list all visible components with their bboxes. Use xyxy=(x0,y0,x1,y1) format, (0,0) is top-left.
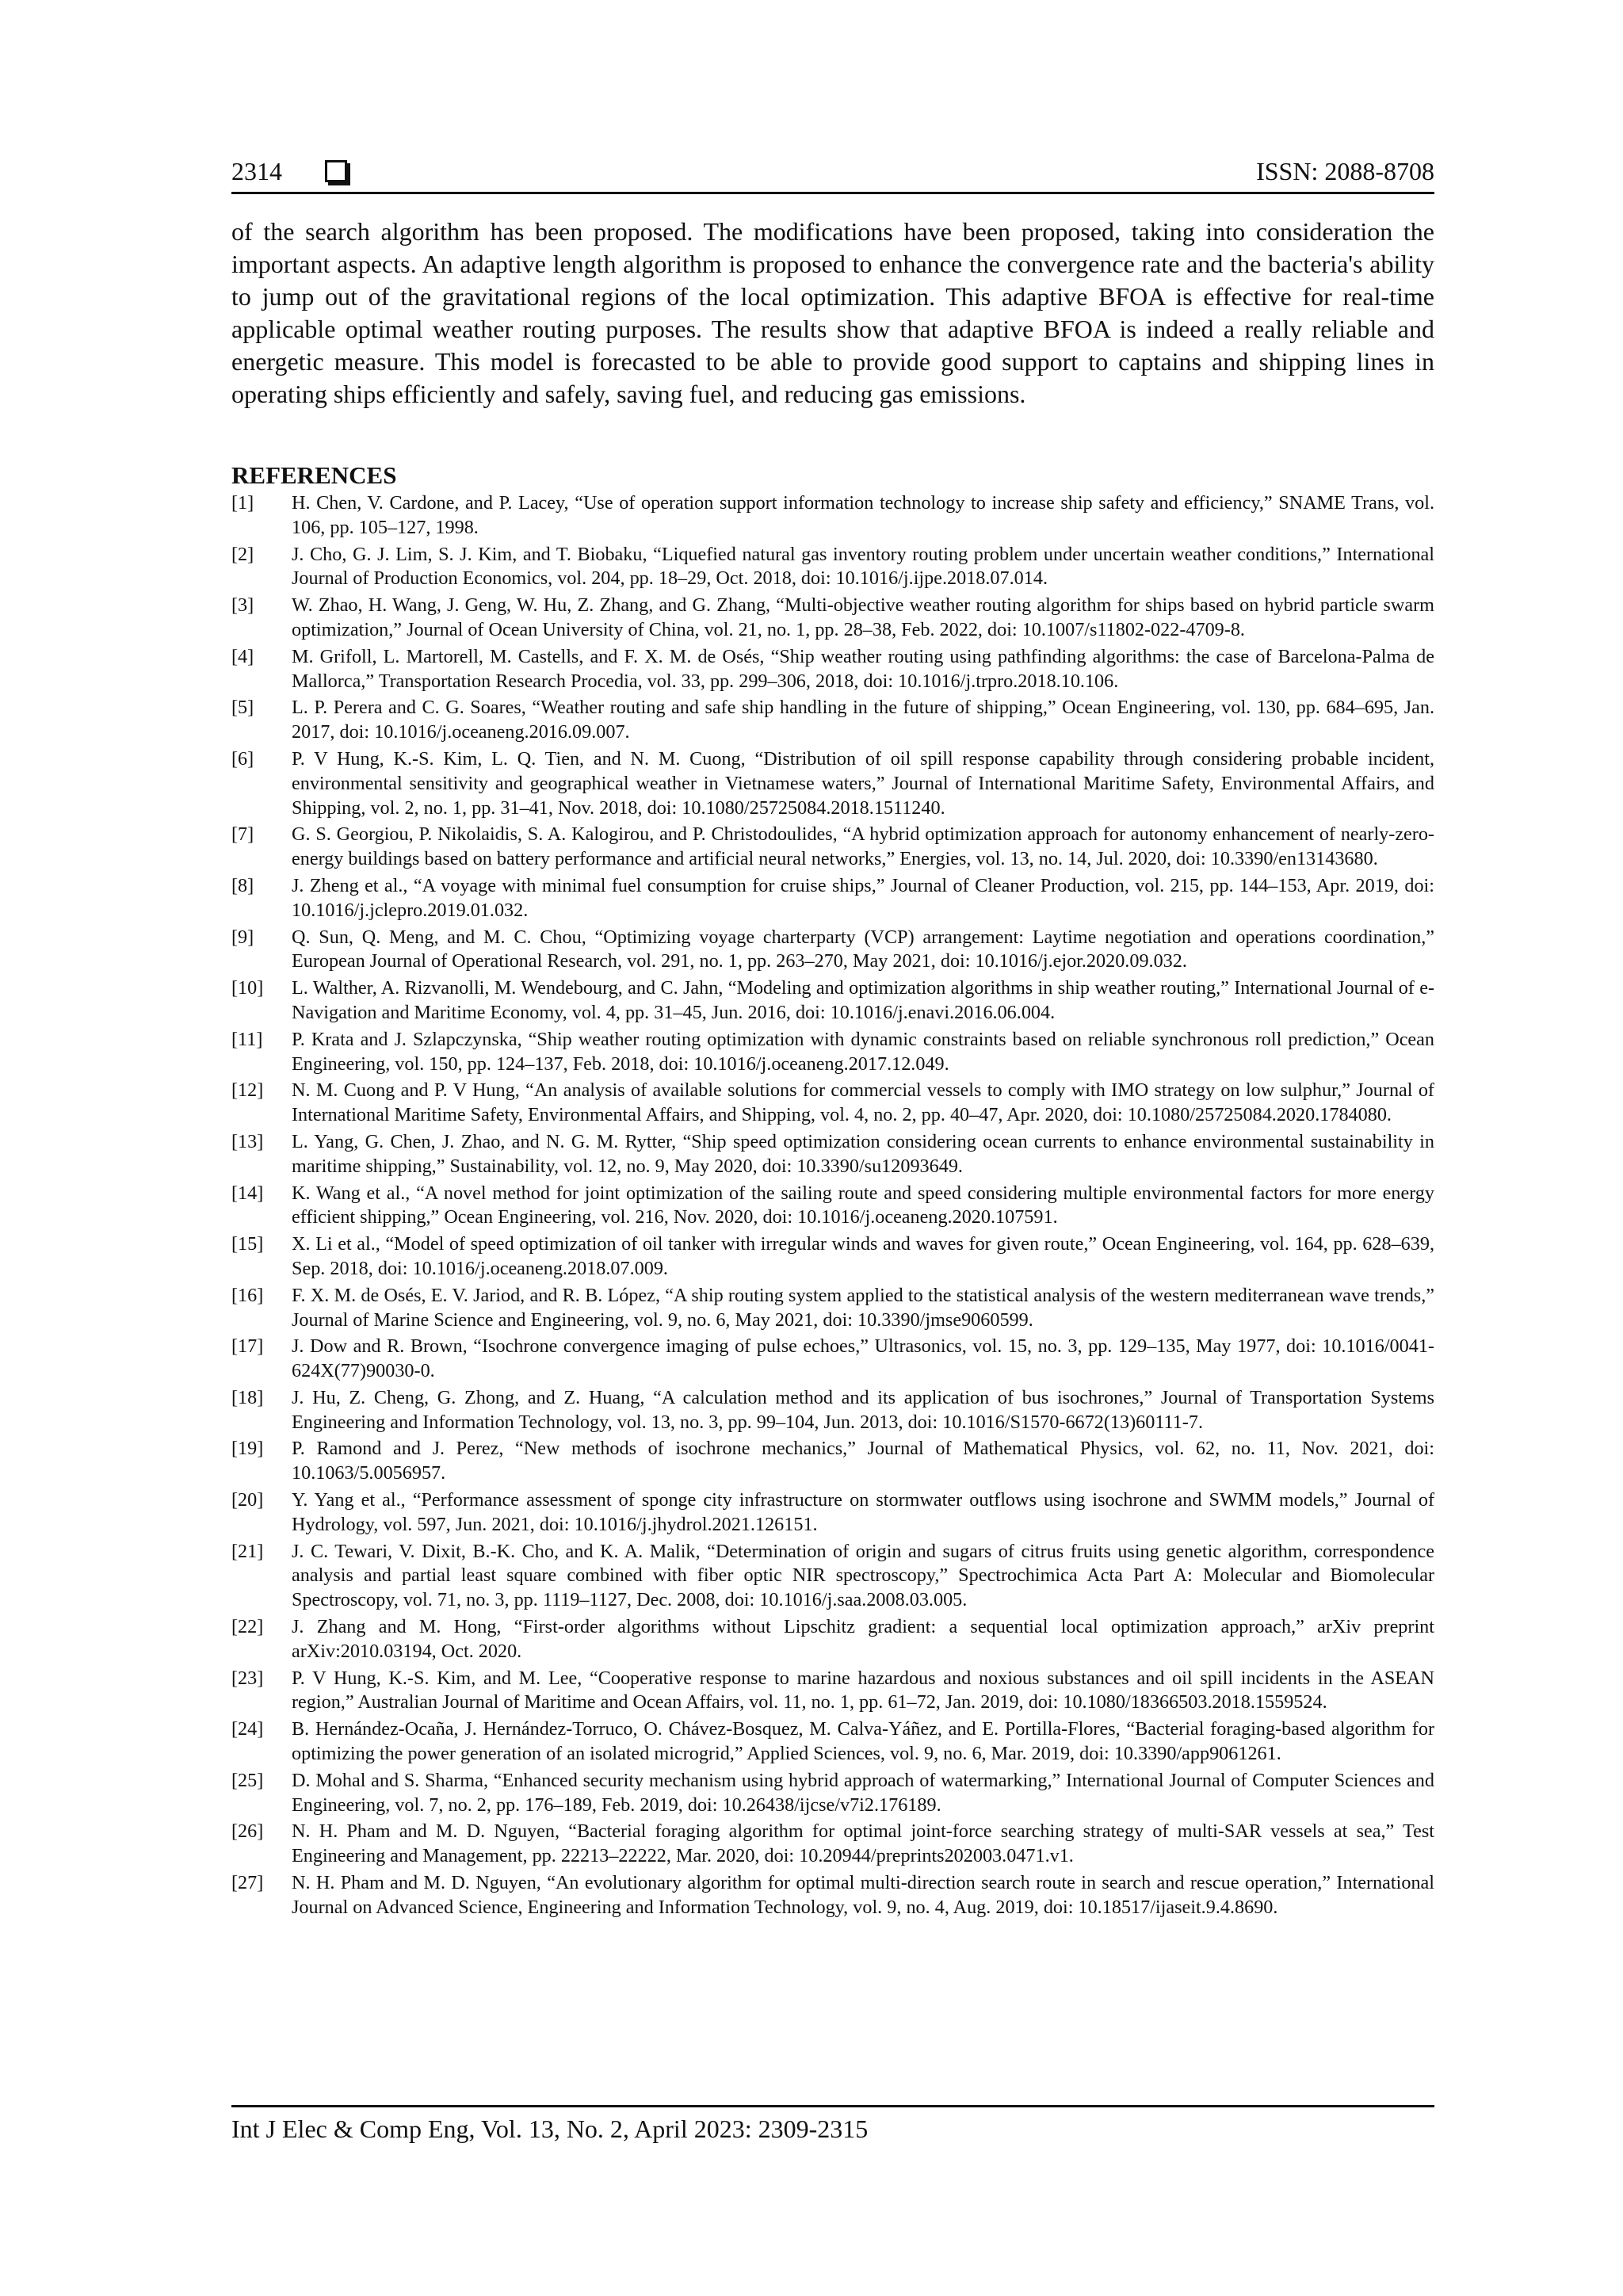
reference-item xyxy=(231,1769,1434,1818)
reference-number: [12] xyxy=(231,1079,264,1102)
reference-text: P. Krata and J. Szlapczynska, “Ship weather routing optimization with dynamic constraints based on reliable synchronous roll prediction,” Ocean Engineering, vol. 150, pp. 124–137, Feb. 2018, doi: 10.1016/j.oceaneng.2017.12.049. xyxy=(292,1028,1434,1075)
reference-text: N. H. Pham and M. D. Nguyen, “Bacterial foraging algorithm for optimal joint-force searching strategy of multi-SAR vessels at sea,” Test Engineering and Management, pp. 22213–22222, Mar. 2020, doi: 10.20944/preprints202003.0471.v1. xyxy=(292,1820,1434,1867)
reference-number: [21] xyxy=(231,1540,264,1562)
reference-item xyxy=(231,696,1434,745)
page-number: 2314 xyxy=(231,157,282,185)
reference-text: J. Hu, Z. Cheng, G. Zhong, and Z. Huang, “A calculation method and its application of bus isochrones,” Journal of Transportation Systems Engineering and Information Technology, vol. 13, no. 3, pp. 99–104, Jun. 2013, doi: 10.1016/S1570-6672(13)60111-7. xyxy=(292,1386,1434,1433)
reference-number: [14] xyxy=(231,1182,264,1204)
reference-text: B. Hernández-Ocaña, J. Hernández-Torruco, O. Chávez-Bosquez, M. Calva-Yáñez, and E. Portilla-Flores, “Bacterial foraging-based algorithm for optimizing the power generation of an isolated microgrid,” Applied Sciences, vol. 9, no. 6, Mar. 2019, doi: 10.3390/app9061261. xyxy=(292,1718,1434,1765)
reference-number: [13] xyxy=(231,1130,264,1152)
reference-item xyxy=(231,594,1434,643)
reference-text: X. Li et al., “Model of speed optimization of oil tanker with irregular winds and waves for given route,” Ocean Engineering, vol. 164, pp. 628–639, Sep. 2018, doi: 10.1016/j.oceaneng.2018.07.009. xyxy=(292,1233,1434,1279)
reference-text: Q. Sun, Q. Meng, and M. C. Chou, “Optimizing voyage charterparty (VCP) arrangement: Laytime negotiation and operations coordination,” European Journal of Operational Research, vol. 291, no. 1, pp. 263–270, May 2021, doi: 10.1016/j.ejor.2020.09.032. xyxy=(292,926,1434,972)
reference-item xyxy=(231,1820,1434,1869)
square-bullet-icon xyxy=(325,160,347,182)
reference-number: [23] xyxy=(231,1667,264,1689)
journal-issn: ISSN: 2088-8708 xyxy=(1256,157,1434,185)
reference-item xyxy=(231,1335,1434,1384)
conclusion-paragraph: of the search algorithm has been proposed. The modifications have been proposed, taking into consideration the important aspects. An adaptive length algorithm is proposed to enhance the convergence rate and the bacteria's ability to jump out of the gravitational regions of the local optimization. This adaptive BFOA is effective for real-time applicable optimal weather routing purposes. The results show that adaptive BFOA is indeed a really reliable and energetic measure. This model is forecasted to be able to provide good support to captains and shipping lines in operating ships efficiently and safely, saving fuel, and reducing gas emissions. xyxy=(231,217,1434,408)
reference-item xyxy=(231,1079,1434,1128)
reference-number: [11] xyxy=(231,1028,263,1050)
reference-number: [15] xyxy=(231,1233,264,1255)
reference-item xyxy=(231,1667,1434,1716)
reference-item xyxy=(231,747,1434,820)
reference-text: J. Dow and R. Brown, “Isochrone convergence imaging of pulse echoes,” Ultrasonics, vol. 15, no. 3, pp. 129–135, May 1977, doi: 10.1016/0041-624X(77)90030-0. xyxy=(292,1335,1434,1382)
references-heading: REFERENCES xyxy=(231,461,397,489)
reference-item xyxy=(231,1615,1434,1664)
reference-text: D. Mohal and S. Sharma, “Enhanced security mechanism using hybrid approach of watermarking,” International Journal of Computer Sciences and Engineering, vol. 7, no. 2, pp. 176–189, Feb. 2019, doi: 10.26438/ijcse/v7i2.176189. xyxy=(292,1769,1434,1816)
reference-number: [3] xyxy=(231,594,254,617)
reference-item xyxy=(231,1717,1434,1767)
reference-text: P. Ramond and J. Perez, “New methods of isochrone mechanics,” Journal of Mathematical Physics, vol. 62, no. 11, Nov. 2021, doi: 10.1063/5.0056957. xyxy=(292,1438,1434,1484)
reference-item xyxy=(231,1232,1434,1282)
reference-number: [27] xyxy=(231,1872,264,1894)
reference-item xyxy=(231,874,1434,923)
reference-number: [5] xyxy=(231,697,254,719)
footer-citation: Int J Elec & Comp Eng, Vol. 13, No. 2, April 2023: 2309-2315 xyxy=(231,2115,869,2143)
reference-number: [18] xyxy=(231,1386,264,1408)
reference-text: J. Cho, G. J. Lim, S. J. Kim, and T. Biobaku, “Liquefied natural gas inventory routing problem under uncertain weather conditions,” International Journal of Production Economics, vol. 204, pp. 18–29, Oct. 2018, doi: 10.1016/j.ijpe.2018.07.014. xyxy=(292,543,1434,590)
reference-number: [19] xyxy=(231,1438,264,1460)
page-footer xyxy=(231,2105,1434,2145)
reference-number: [20] xyxy=(231,1489,264,1511)
reference-number: [10] xyxy=(231,977,264,999)
reference-number: [22] xyxy=(231,1616,264,1638)
reference-item xyxy=(231,926,1434,975)
reference-item xyxy=(231,491,1434,541)
reference-item xyxy=(231,1130,1434,1179)
reference-item xyxy=(231,1437,1434,1486)
reference-number: [8] xyxy=(231,874,254,896)
reference-item xyxy=(231,1386,1434,1435)
reference-text: N. M. Cuong and P. V Hung, “An analysis of available solutions for commercial vessels to comply with IMO strategy on low sulphur,” Journal of International Maritime Safety, Environmental Affairs, and Shipping, vol. 4, no. 2, pp. 40–47, Apr. 2020, doi: 10.1080/25725084.2020.1784080. xyxy=(292,1079,1434,1126)
reference-text: N. H. Pham and M. D. Nguyen, “An evolutionary algorithm for optimal multi-direction search route in search and rescue operation,” International Journal on Advanced Science, Engineering and Information Technology, vol. 9, no. 4, Aug. 2019, doi: 10.18517/ijaseit.9.4.8690. xyxy=(292,1872,1434,1918)
reference-item xyxy=(231,645,1434,694)
reference-item xyxy=(231,1871,1434,1920)
reference-item xyxy=(231,1028,1434,1077)
reference-text: H. Chen, V. Cardone, and P. Lacey, “Use of operation support information technology to increase ship safety and efficiency,” SNAME Trans, vol. 106, pp. 105–127, 1998. xyxy=(292,492,1434,538)
reference-number: [16] xyxy=(231,1284,264,1306)
page-header xyxy=(231,155,1434,194)
reference-number: [2] xyxy=(231,543,254,565)
reference-text: G. S. Georgiou, P. Nikolaidis, S. A. Kalogirou, and P. Christodoulides, “A hybrid optimization approach for autonomy enhancement of nearly-zero-energy buildings based on battery performance and artificial neural networks,” Energies, vol. 13, no. 14, Jul. 2020, doi: 10.3390/en13143680. xyxy=(292,823,1434,870)
reference-number: [25] xyxy=(231,1769,264,1791)
reference-text: W. Zhao, H. Wang, J. Geng, W. Hu, Z. Zhang, and G. Zhang, “Multi-objective weather routing algorithm for ships based on hybrid particle swarm optimization,” Journal of Ocean University of China, vol. 21, no. 1, pp. 28–38, Feb. 2022, doi: 10.1007/s11802-022-4709-8. xyxy=(292,594,1434,640)
reference-item xyxy=(231,823,1434,872)
reference-text: L. P. Perera and C. G. Soares, “Weather routing and safe ship handling in the future of shipping,” Ocean Engineering, vol. 130, pp. 684–695, Jan. 2017, doi: 10.1016/j.oceaneng.2016.09.007. xyxy=(292,697,1434,743)
reference-number: [17] xyxy=(231,1335,264,1358)
reference-number: [9] xyxy=(231,926,254,948)
reference-text: P. V Hung, K.-S. Kim, and M. Lee, “Cooperative response to marine hazardous and noxious substances and oil spill incidents in the ASEAN region,” Australian Journal of Maritime and Ocean Affairs, vol. 11, no. 1, pp. 61–72, Jan. 2019, doi: 10.1080/18366503.2018.1559524. xyxy=(292,1667,1434,1713)
reference-text: J. Zhang and M. Hong, “First-order algorithms without Lipschitz gradient: a sequential local optimization approach,” arXiv preprint arXiv:2010.03194, Oct. 2020. xyxy=(292,1616,1434,1662)
reference-text: L. Yang, G. Chen, J. Zhao, and N. G. M. Rytter, “Ship speed optimization considering ocean currents to enhance environmental sustainability in maritime shipping,” Sustainability, vol. 12, no. 9, May 2020, doi: 10.3390/su12093649. xyxy=(292,1130,1434,1177)
references-list xyxy=(231,491,1434,1923)
reference-item xyxy=(231,1182,1434,1231)
reference-text: L. Walther, A. Rizvanolli, M. Wendebourg, and C. Jahn, “Modeling and optimization algorithms in ship weather routing,” International Journal of e-Navigation and Maritime Economy, vol. 4, pp. 31–45, Jun. 2016, doi: 10.1016/j.enavi.2016.06.004. xyxy=(292,977,1434,1023)
reference-item xyxy=(231,1488,1434,1538)
reference-item xyxy=(231,1540,1434,1613)
reference-text: F. X. M. de Osés, E. V. Jariod, and R. B. López, “A ship routing system applied to the statistical analysis of the western mediterranean wave trends,” Journal of Marine Science and Engineering, vol. 9, no. 6, May 2021, doi: 10.3390/jmse9060599. xyxy=(292,1284,1434,1331)
reference-item xyxy=(231,976,1434,1026)
reference-item xyxy=(231,1284,1434,1333)
reference-text: K. Wang et al., “A novel method for joint optimization of the sailing route and speed considering multiple environmental factors for more energy efficient shipping,” Ocean Engineering, vol. 216, Nov. 2020, doi: 10.1016/j.oceaneng.2020.107591. xyxy=(292,1182,1434,1228)
reference-text: Y. Yang et al., “Performance assessment of sponge city infrastructure on stormwater outflows using isochrone and SWMM models,” Journal of Hydrology, vol. 597, Jun. 2021, doi: 10.1016/j.jhydrol.2021.126151. xyxy=(292,1489,1434,1535)
reference-number: [24] xyxy=(231,1718,264,1740)
reference-number: [26] xyxy=(231,1820,264,1843)
reference-text: J. C. Tewari, V. Dixit, B.-K. Cho, and K. A. Malik, “Determination of origin and sugars of citrus fruits using genetic algorithm, correspondence analysis and partial least square combined with fiber optic NIR spectroscopy,” Spectrochimica Acta Part A: Molecular and Biomolecular Spectroscopy, vol. 71, no. 3, pp. 1119–1127, Dec. 2008, doi: 10.1016/j.saa.2008.03.005. xyxy=(292,1540,1434,1611)
reference-number: [7] xyxy=(231,823,254,846)
reference-item xyxy=(231,543,1434,592)
reference-number: [4] xyxy=(231,645,254,667)
reference-text: J. Zheng et al., “A voyage with minimal fuel consumption for cruise ships,” Journal of Cleaner Production, vol. 215, pp. 144–153, Apr. 2019, doi: 10.1016/j.jclepro.2019.01.032. xyxy=(292,874,1434,921)
reference-number: [1] xyxy=(231,492,254,514)
reference-text: P. V Hung, K.-S. Kim, L. Q. Tien, and N. M. Cuong, “Distribution of oil spill response capability through considering probable incident, environmental sensitivity and geographical weather in Vietnamese waters,” Journal of International Maritime Safety, Environmental Affairs, and Shipping, vol. 2, no. 1, pp. 31–41, Nov. 2018, doi: 10.1080/25725084.2018.1511240. xyxy=(292,747,1434,819)
reference-number: [6] xyxy=(231,747,254,770)
reference-text: M. Grifoll, L. Martorell, M. Castells, and F. X. M. de Osés, “Ship weather routing using pathfinding algorithms: the case of Barcelona-Palma de Mallorca,” Transportation Research Procedia, vol. 33, pp. 299–306, 2018, doi: 10.1016/j.trpro.2018.10.106. xyxy=(292,645,1434,692)
